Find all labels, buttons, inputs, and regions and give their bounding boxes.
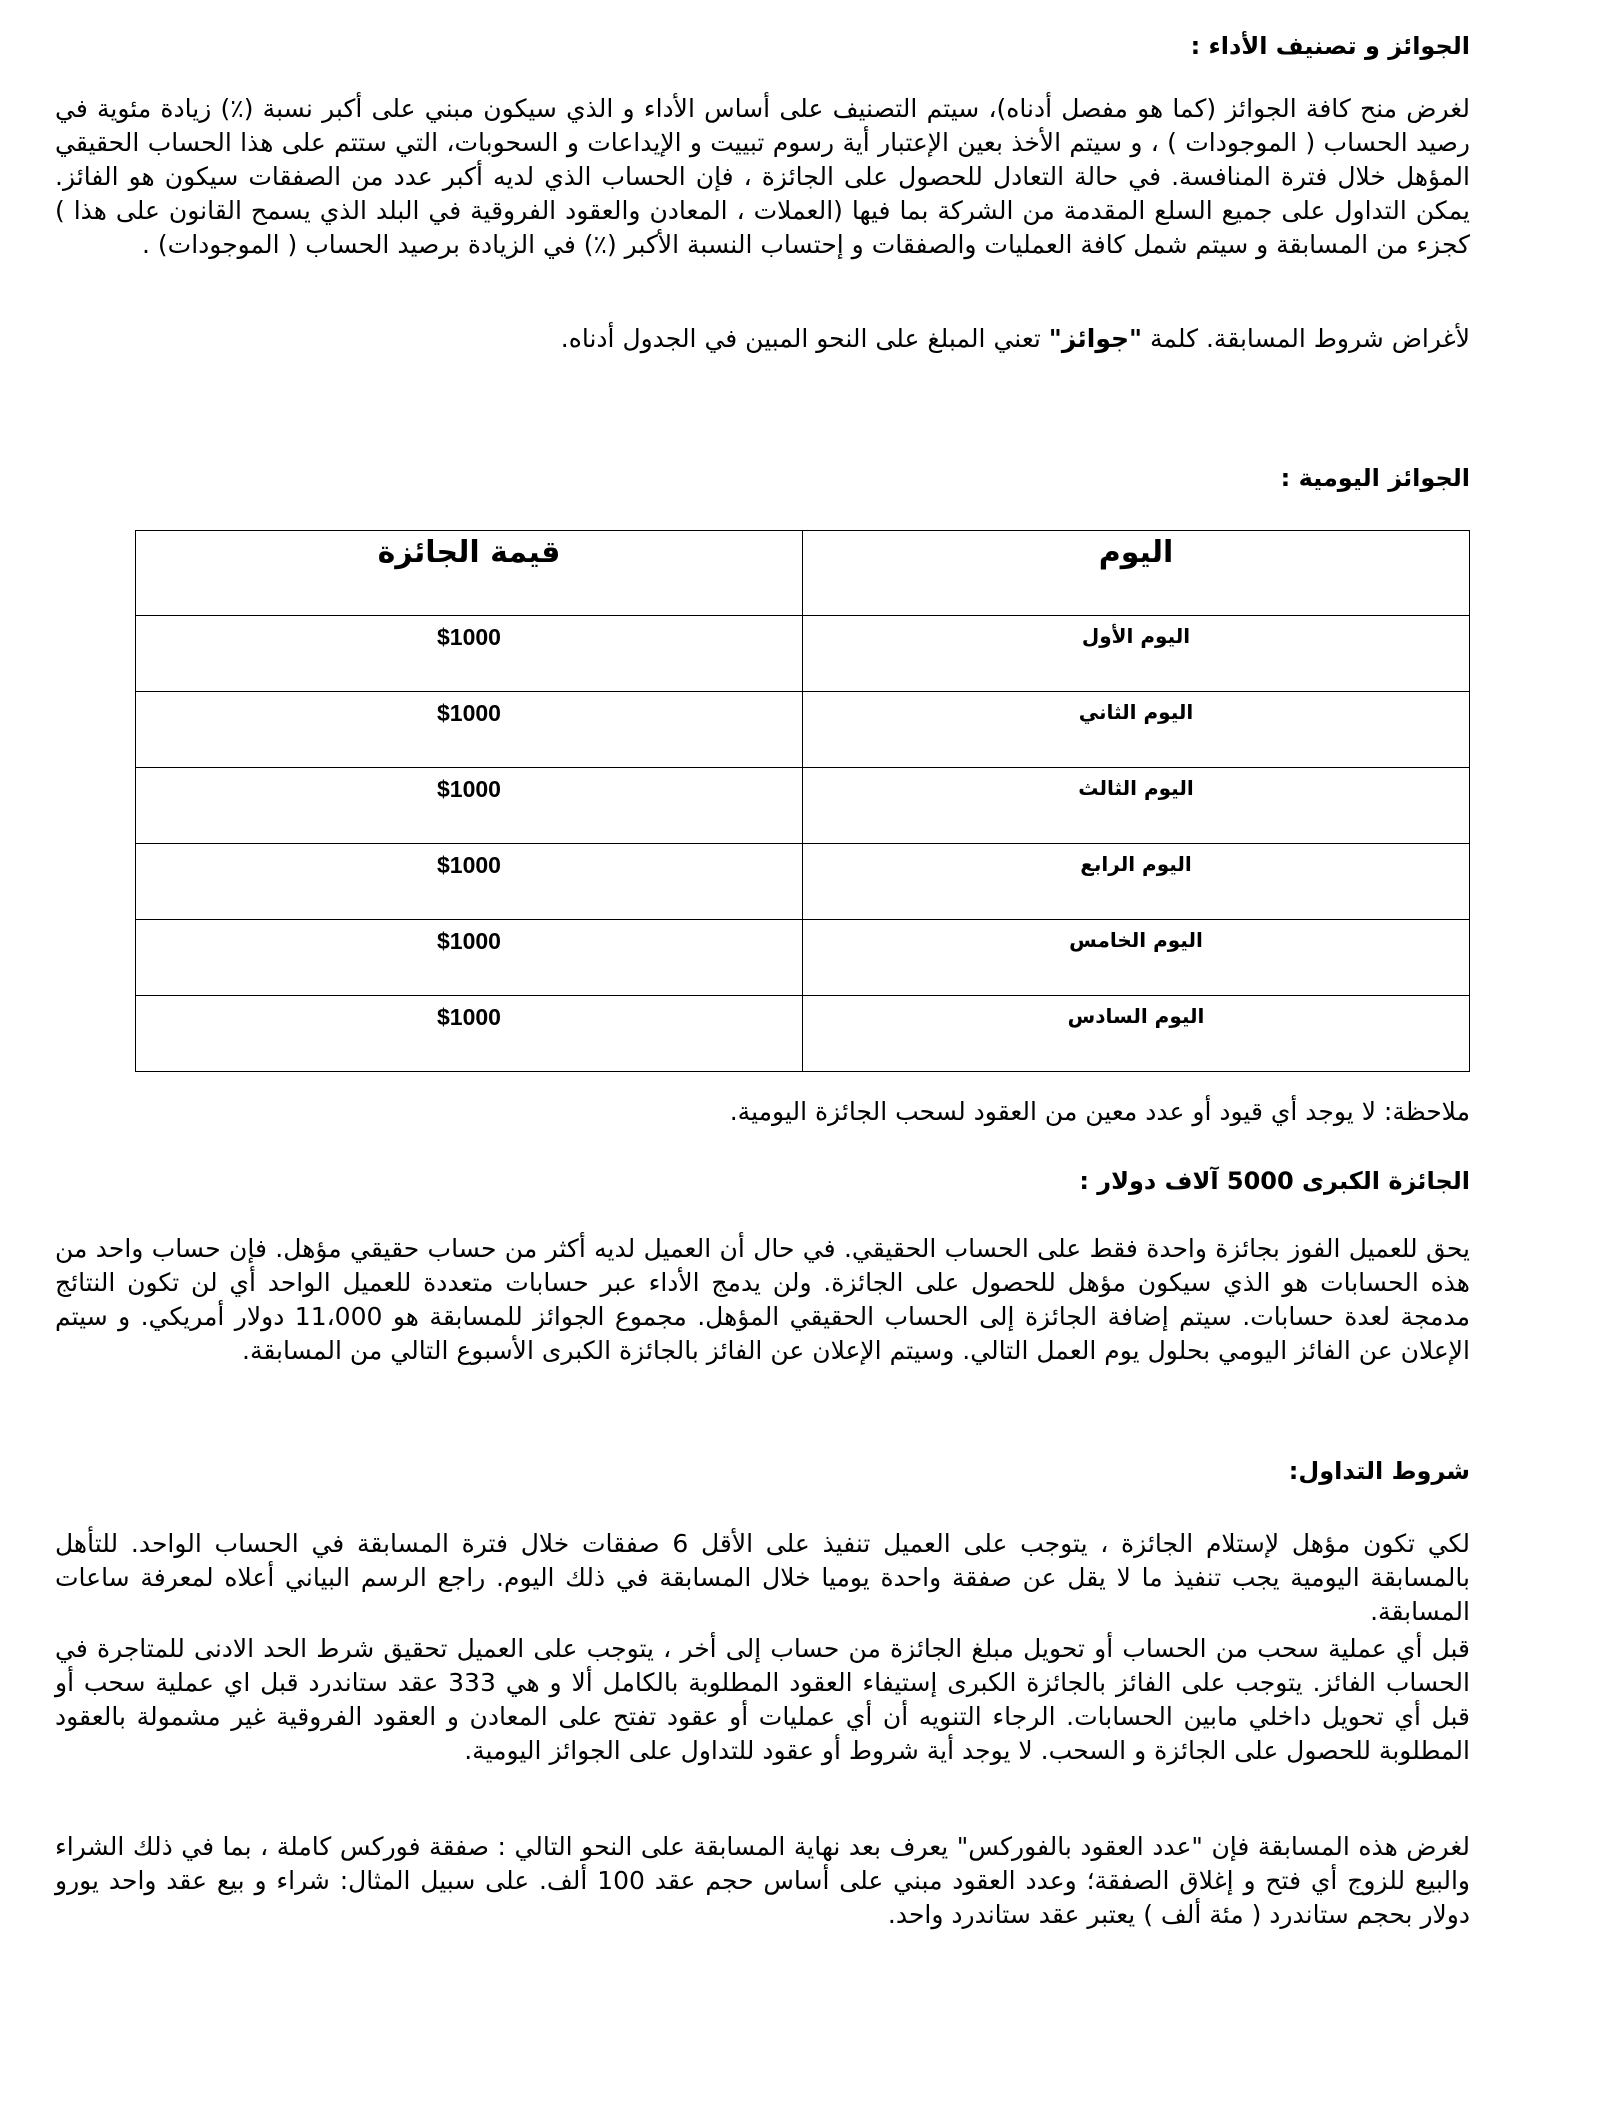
table-row <box>136 768 1470 844</box>
table-header-row <box>136 531 1470 616</box>
day-cell: اليوم الخامس <box>803 920 1470 996</box>
document-page <box>55 0 1470 2128</box>
table-row <box>136 996 1470 1072</box>
trading-conditions-paragraph-2: قبل أي عملية سحب من الحساب أو تحويل مبلغ الجائزة من حساب إلى أخر ، يتوجب على العميل تحقيق شرط الحد الادنى للمتاجرة في الحساب الفائز. يتوجب على الفائز بالجائزة الكبرى إستيفاء العقود المطلوبة بالكامل ألا و هي 333 عقد ستاندرد قبل اي عملية سحب أو قبل أي تحويل داخلي مابين الحسابات. الرجاء التنويه أن أي عمليات أو عقود تفتح على المعادن و العقود الفروقية غير مشمولة بالعقود المطلوبة للحصول على الجائزة و السحب. لا يوجد أية شروط أو عقود للتداول على الجوائز اليومية. <box>55 1634 1470 1765</box>
section-title-grand-prize: الجائزة الكبرى 5000 آلاف دولار : <box>1079 1167 1470 1195</box>
day-cell: اليوم الأول <box>803 616 1470 692</box>
day-cell: اليوم الرابع <box>803 844 1470 920</box>
daily-prize-note: ملاحظة: لا يوجد أي قيود أو عدد معين من العقود لسحب الجائزة اليومية. <box>729 1097 1470 1126</box>
prizes-definition-after: تعني المبلغ على النحو المبين في الجدول أدناه. <box>560 324 1049 353</box>
amount-cell: $1000 <box>136 768 803 844</box>
section-title-prizes-ranking: الجوائز و تصنيف الأداء : <box>1190 32 1470 60</box>
prizes-definition-keyword: "جوائز" <box>1048 324 1143 353</box>
amount-cell: $1000 <box>136 692 803 768</box>
table-row <box>136 844 1470 920</box>
amount-cell: $1000 <box>136 996 803 1072</box>
prizes-definition-paragraph <box>55 322 1470 356</box>
amount-cell: $1000 <box>136 844 803 920</box>
table-row <box>136 920 1470 996</box>
amount-cell: $1000 <box>136 616 803 692</box>
header-prize-value: قيمة الجائزة <box>136 531 803 616</box>
day-cell: اليوم السادس <box>803 996 1470 1072</box>
day-cell: اليوم الثاني <box>803 692 1470 768</box>
prizes-definition-before: لأغراض شروط المسابقة. كلمة <box>1142 324 1470 353</box>
table-row <box>136 692 1470 768</box>
trading-conditions-paragraph-1: لكي تكون مؤهل لإستلام الجائزة ، يتوجب على العميل تنفيذ على الأقل 6 صفقات خلال فترة المسابقة في الحساب الواحد. للتأهل بالمسابقة اليومية يجب تنفيذ ما لا يقل عن صفقة واحدة يوميا خلال المسابقة في ذلك اليوم. راجع الرسم البياني أعلاه لمعرفة ساعات المسابقة. <box>55 1529 1470 1626</box>
prizes-ranking-paragraph: لغرض منح كافة الجوائز (كما هو مفصل أدناه)، سيتم التصنيف على أساس الأداء و الذي سيكون مبني على أكبر نسبة (٪) زيادة مئوية في رصيد الحساب ( الموجودات ) ، و سيتم الأخذ بعين الإعتبار أية رسوم تبييت و الإيداعات و السحوبات، التي ستتم على هذا الحساب الحقيقي المؤهل خلال فترة المنافسة. في حالة التعادل للحصول على الجائزة ، فإن الحساب الذي لديه أكبر عدد من الصفقات سيكون هو الفائز. يمكن التداول على جميع السلع المقدمة من الشركة بما فيها (العملات ، المعادن والعقود الفروقية في البلد الذي يسمح القانون على هذا ) كجزء من المسابقة و سيتم شمل كافة العمليات والصفقات و إحتساب النسبة الأكبر (٪) في الزيادة برصيد الحساب ( الموجودات) . <box>55 94 1470 259</box>
header-day: اليوم <box>803 531 1470 616</box>
daily-prizes-table <box>135 530 1470 1072</box>
table-row <box>136 616 1470 692</box>
trading-conditions-paragraph-3: لغرض هذه المسابقة فإن "عدد العقود بالفوركس" يعرف بعد نهاية المسابقة على النحو التالي : صفقة فوركس كاملة ، بما في ذلك الشراء والبيع للزوج أي فتح و إغلاق الصفقة؛ وعدد العقود مبني على أساس حجم عقد 100 ألف. على سبيل المثال: شراء و بيع عقد واحد يورو دولار بحجم ستاندرد ( مئة ألف ) يعتبر عقد ستاندرد واحد. <box>55 1832 1470 1929</box>
grand-prize-paragraph: يحق للعميل الفوز بجائزة واحدة فقط على الحساب الحقيقي. في حال أن العميل لديه أكثر من حساب حقيقي مؤهل. فإن حساب واحد من هذه الحسابات هو الذي سيكون مؤهل للحصول على الجائزة. ولن يدمج الأداء عبر حسابات متعددة للعميل الواحد أي لن تكون النتائج مدمجة لعدة حسابات. سيتم إضافة الجائزة إلى الحساب الحقيقي المؤهل. مجموع الجوائز للمسابقة هو 11،000 دولار أمريكي. و سيتم الإعلان عن الفائز اليومي بحلول يوم العمل التالي. وسيتم الإعلان عن الفائز بالجائزة الكبرى الأسبوع التالي من المسابقة. <box>55 1234 1470 1365</box>
section-title-daily-prizes: الجوائز اليومية : <box>1280 464 1470 492</box>
section-title-trading-conditions: شروط التداول: <box>1288 1457 1470 1485</box>
amount-cell: $1000 <box>136 920 803 996</box>
day-cell: اليوم الثالث <box>803 768 1470 844</box>
